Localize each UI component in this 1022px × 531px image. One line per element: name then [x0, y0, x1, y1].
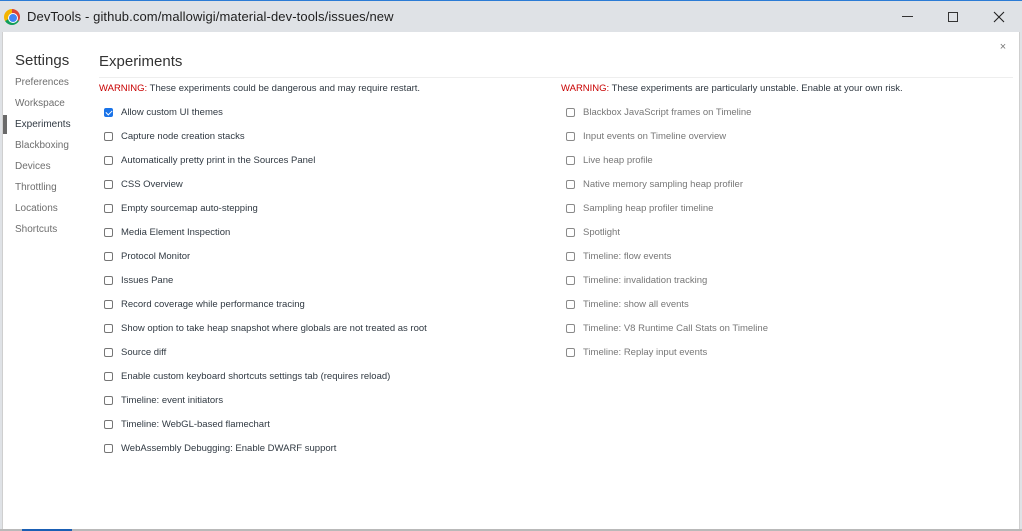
window-controls — [884, 1, 1022, 32]
experiment-label[interactable]: Automatically pretty print in the Sources Panel — [121, 154, 316, 166]
experiment-label[interactable]: Timeline: invalidation tracking — [583, 274, 708, 286]
window-title: DevTools - github.com/mallowigi/material-dev-tools/issues/new — [27, 9, 394, 24]
minimize-icon — [902, 16, 913, 17]
checkbox-checked[interactable] — [104, 108, 113, 117]
settings-panel — [2, 32, 1020, 529]
checkbox[interactable] — [566, 252, 575, 261]
warning-text: These experiments are particularly unstable. Enable at your own risk. — [609, 83, 903, 94]
experiment-label[interactable]: Timeline: event initiators — [121, 394, 224, 406]
sidebar-item-devices[interactable]: Devices — [15, 161, 51, 172]
experiment-label[interactable]: Issues Pane — [121, 274, 174, 286]
warning-message — [99, 82, 559, 96]
experiment-item[interactable] — [561, 244, 1021, 268]
close-window-button[interactable] — [976, 1, 1022, 32]
experiment-label[interactable]: CSS Overview — [121, 178, 183, 190]
checkbox[interactable] — [104, 396, 113, 405]
checkbox[interactable] — [566, 228, 575, 237]
checkbox[interactable] — [104, 420, 113, 429]
settings-title: Settings — [15, 52, 70, 69]
unstable-experiments-column — [561, 82, 1021, 364]
experiment-item[interactable] — [561, 100, 1021, 124]
minimize-button[interactable] — [884, 1, 930, 32]
experiment-label[interactable]: Show option to take heap snapshot where globals are not treated as root — [121, 322, 427, 334]
sidebar-item-throttling[interactable]: Throttling — [15, 182, 57, 193]
warning-label: WARNING: — [99, 83, 148, 94]
experiment-label[interactable]: Timeline: WebGL-based flamechart — [121, 418, 270, 430]
experiment-label[interactable]: Allow custom UI themes — [121, 106, 223, 118]
settings-sidebar — [3, 32, 93, 529]
experiment-label[interactable]: Native memory sampling heap profiler — [583, 178, 743, 190]
experiment-label[interactable]: WebAssembly Debugging: Enable DWARF support — [121, 442, 337, 454]
experiment-item[interactable] — [561, 316, 1021, 340]
experiment-label[interactable]: Media Element Inspection — [121, 226, 231, 238]
experiment-label[interactable]: Empty sourcemap auto-stepping — [121, 202, 258, 214]
checkbox[interactable] — [566, 276, 575, 285]
experiment-item[interactable] — [561, 196, 1021, 220]
sidebar-item-workspace[interactable]: Workspace — [15, 98, 65, 109]
experiment-label[interactable]: Live heap profile — [583, 154, 653, 166]
experiment-label[interactable]: Record coverage while performance tracing — [121, 298, 305, 310]
experiment-item[interactable] — [99, 340, 559, 364]
experiment-item[interactable] — [99, 364, 559, 388]
experiment-item[interactable] — [561, 268, 1021, 292]
experiment-item[interactable] — [99, 412, 559, 436]
experiment-item[interactable] — [99, 268, 559, 292]
warning-message — [561, 82, 1021, 96]
experiment-item[interactable] — [561, 340, 1021, 364]
warning-label: WARNING: — [561, 83, 610, 94]
maximize-icon — [948, 12, 958, 22]
experiment-label[interactable]: Input events on Timeline overview — [583, 130, 727, 142]
warning-text: These experiments could be dangerous and may require restart. — [147, 83, 421, 94]
maximize-button[interactable] — [930, 1, 976, 32]
checkbox[interactable] — [104, 180, 113, 189]
sidebar-item-experiments[interactable]: Experiments — [3, 114, 93, 135]
experiment-label[interactable]: Timeline: show all events — [583, 298, 689, 310]
experiment-item[interactable] — [561, 172, 1021, 196]
experiment-label[interactable]: Blackbox JavaScript frames on Timeline — [583, 106, 752, 118]
experiment-item[interactable] — [99, 220, 559, 244]
experiment-item[interactable] — [561, 124, 1021, 148]
experiment-item[interactable] — [99, 196, 559, 220]
title-divider — [99, 77, 1013, 78]
checkbox[interactable] — [104, 252, 113, 261]
experiment-label[interactable]: Timeline: Replay input events — [583, 346, 708, 358]
experiment-label[interactable]: Enable custom keyboard shortcuts settings tab (requires reload) — [121, 370, 391, 382]
experiment-label[interactable]: Capture node creation stacks — [121, 130, 245, 142]
checkbox[interactable] — [566, 180, 575, 189]
page-title: Experiments — [99, 53, 183, 70]
experiment-label[interactable]: Sampling heap profiler timeline — [583, 202, 714, 214]
checkbox[interactable] — [104, 132, 113, 141]
checkbox[interactable] — [104, 156, 113, 165]
experiment-item[interactable] — [99, 292, 559, 316]
experiment-label[interactable]: Timeline: flow events — [583, 250, 672, 262]
stable-experiments-column — [99, 82, 559, 460]
settings-close-button[interactable]: × — [999, 41, 1007, 53]
sidebar-item-preferences[interactable]: Preferences — [15, 77, 69, 88]
settings-tabs — [3, 72, 93, 240]
checkbox[interactable] — [566, 348, 575, 357]
experiment-label[interactable]: Spotlight — [583, 226, 620, 238]
experiment-list — [561, 100, 1021, 364]
checkbox[interactable] — [104, 300, 113, 309]
checkbox[interactable] — [566, 204, 575, 213]
experiment-label[interactable]: Source diff — [121, 346, 167, 358]
checkbox[interactable] — [104, 276, 113, 285]
experiment-item[interactable] — [99, 244, 559, 268]
checkbox[interactable] — [104, 372, 113, 381]
checkbox[interactable] — [104, 204, 113, 213]
checkbox[interactable] — [104, 324, 113, 333]
experiment-item[interactable] — [99, 316, 559, 340]
experiment-label[interactable]: Protocol Monitor — [121, 250, 191, 262]
experiment-item[interactable] — [99, 436, 559, 460]
checkbox[interactable] — [566, 108, 575, 117]
sidebar-item-blackboxing[interactable]: Blackboxing — [15, 140, 69, 151]
title-bar[interactable] — [0, 1, 1022, 32]
checkbox[interactable] — [104, 348, 113, 357]
experiment-item[interactable] — [99, 172, 559, 196]
checkbox[interactable] — [566, 300, 575, 309]
checkbox[interactable] — [104, 228, 113, 237]
checkbox[interactable] — [566, 156, 575, 165]
close-icon — [993, 11, 1005, 23]
checkbox[interactable] — [104, 444, 113, 453]
experiment-item[interactable] — [99, 124, 559, 148]
sidebar-item-locations[interactable]: Locations — [15, 203, 58, 214]
checkbox[interactable] — [566, 324, 575, 333]
experiment-item[interactable] — [99, 388, 559, 412]
chrome-logo-icon — [4, 9, 20, 25]
experiment-item[interactable] — [99, 100, 559, 124]
experiments-page — [99, 32, 1011, 529]
checkbox[interactable] — [566, 132, 575, 141]
sidebar-item-shortcuts[interactable]: Shortcuts — [15, 224, 58, 235]
experiment-item[interactable] — [561, 148, 1021, 172]
experiment-item[interactable] — [99, 148, 559, 172]
experiment-list — [99, 100, 559, 460]
experiment-item[interactable] — [561, 220, 1021, 244]
experiment-item[interactable] — [561, 292, 1021, 316]
experiment-label[interactable]: Timeline: V8 Runtime Call Stats on Timeline — [583, 322, 768, 334]
